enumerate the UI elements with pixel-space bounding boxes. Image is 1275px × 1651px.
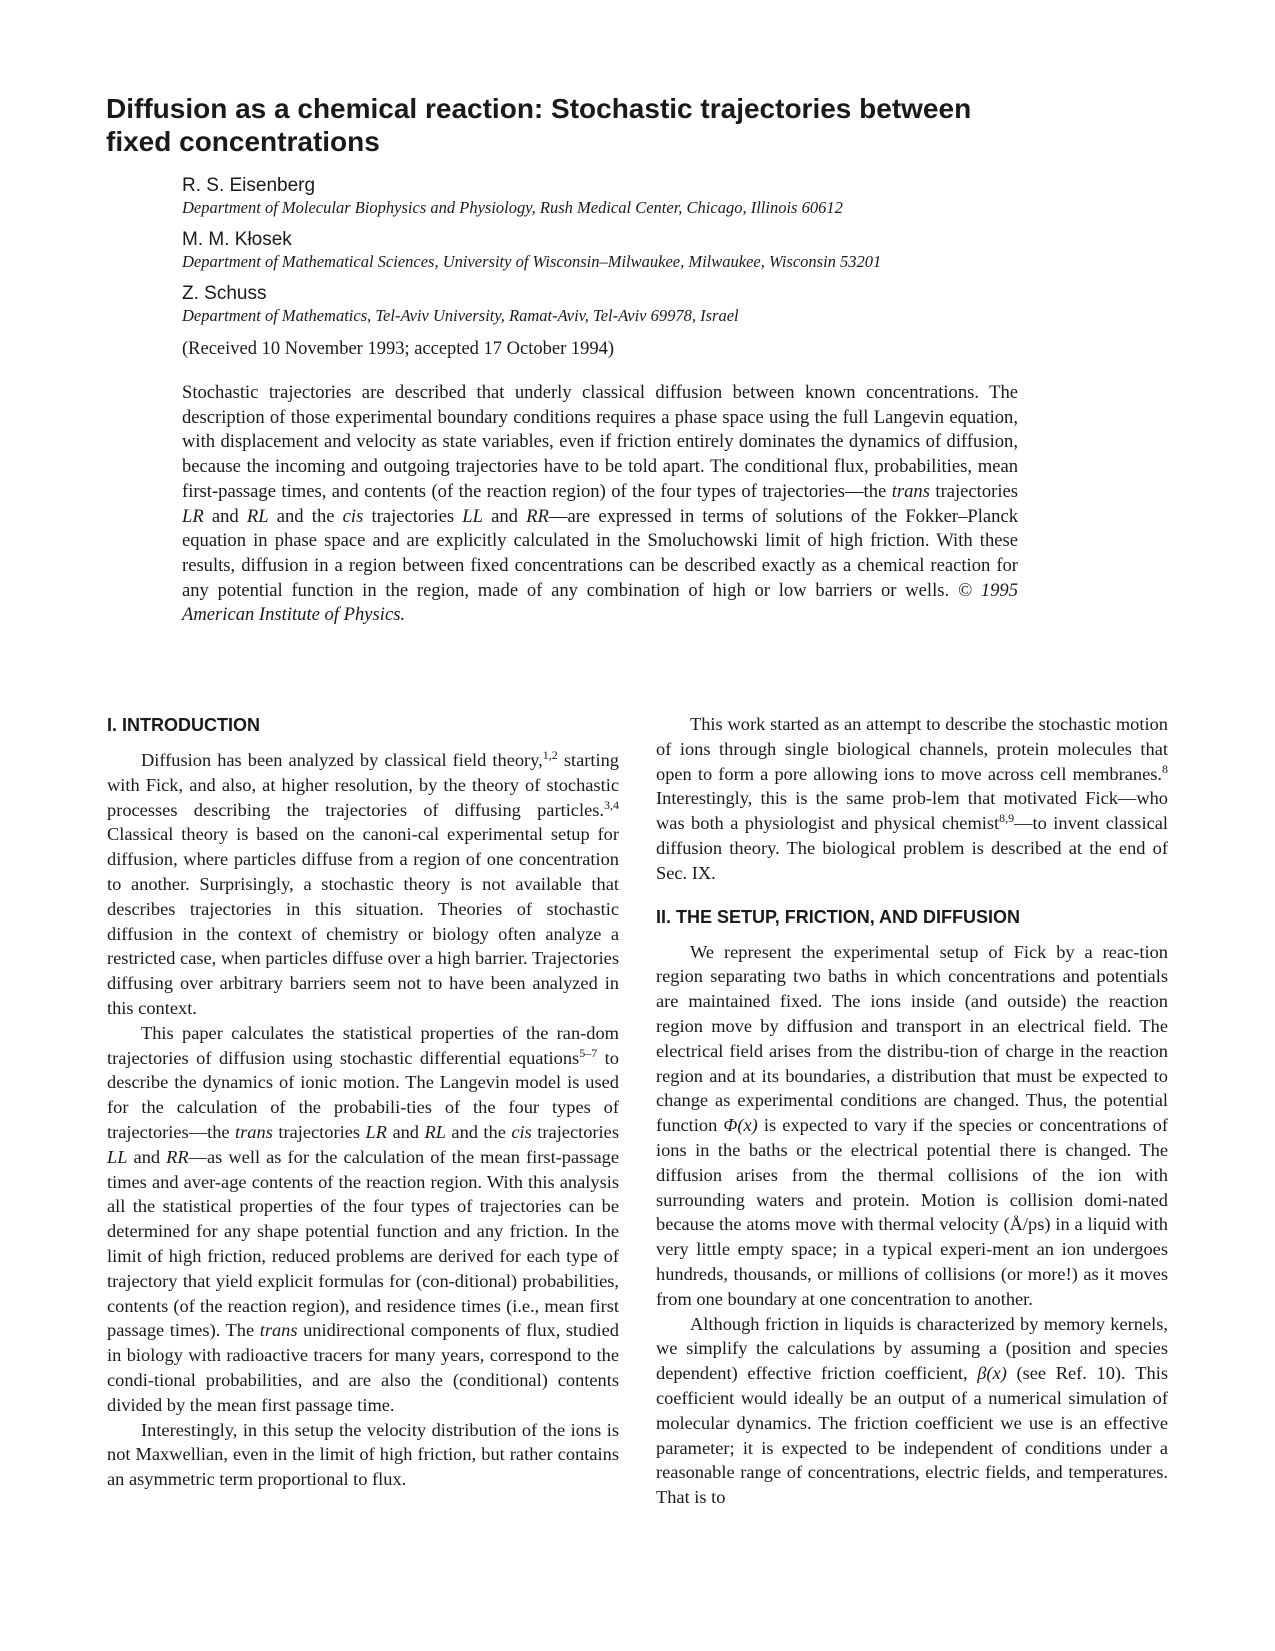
body-paragraph: This paper calculates the statistical properties of the ran-dom trajectories of diffusion using stochastic differential equations$^{5-7}$ to describe the dynamics of ionic motion. The Langevin model is used for the calculation of the probabili-ties of the four types of trajectories—the trans trajectories LR and RL and the cis trajectories LL and RR—as well as for the calculation of the mean first-passage times and aver-age contents of the reaction region. With this analysis all the statistical properties of the four types of trajectories can be determined for any shape potential function and any friction. In the limit of high friction, reduced problems are derived for each type of trajectory that yield explicit formulas for (con-ditional) probabilities, contents (of the reaction region), and residence times (i.e., mean first passage times). The trans unidirectional components of flux, studied in biology with radioactive tracers for many years, correspond to the condi-tional probabilities, and are also the (conditional) contents divided by the mean first passage time. — [107, 1022, 620, 1415]
author-affiliation: Department of Mathematical Sciences, University of Wisconsin–Milwaukee, Milwaukee, Wisconsin 53201 — [182, 252, 882, 271]
citation-ref: 3,4 — [604, 797, 619, 812]
section-heading-introduction: I. INTRODUCTION — [107, 715, 260, 735]
citation-ref: 1,2 — [542, 748, 558, 762]
body-paragraph: Although friction in liquids is characterized by memory kernels, we simplify the calculations by assuming a (position and species dependent) effective friction coefficient, β(x) (see Ref. 10). This coefficient would ideally be an output of a numerical simulation of molecular dynamics. The friction coefficient we use is an effective parameter; it is expected to be independent of conditions under a reasonable range of concentrations, electric fields, and temperatures. That is to — [656, 1313, 1168, 1508]
section-heading-setup: II. THE SETUP, FRICTION, AND DIFFUSION — [656, 906, 1021, 927]
author-affiliation: Department of Molecular Biophysics and Physiology, Rush Medical Center, Chicago, Illinois 60612 — [182, 198, 843, 217]
body-paragraph: We represent the experimental setup of Fick by a reac-tion region separating two baths in which concentrations and potentials are maintained fixed. The ions inside (and outside) the reaction region move by diffusion and transport in an electrical field. The electrical field arises from the distribu-tion of charge in the reaction region and at its boundaries, a distribution that must be expected to change as experimental conditions are changed. Thus, the potential function Φ(x) is expected to vary if the species or concentrations of ions in the baths or the electrical potential there is changed. The diffusion arises from the thermal collisions of the ion with surrounding waters and protein. Motion is collision domi-nated because the atoms move with thermal velocity (Å/ps) in a liquid with very little empty space; in a typical experi-ment an ion undergoes hundreds, thousands, or millions of collisions (or more!) as it moves from one boundary at one concentration to another. — [656, 941, 1168, 1309]
potential-function-symbol: Φ(x) — [723, 1115, 758, 1136]
citation-ref: 8 — [1162, 761, 1168, 776]
body-paragraph: Interestingly, in this setup the velocity distribution of the ions is not Maxwellian, even in the limit of high friction, but rather contains an asymmetric term proportional to flux. — [107, 1419, 619, 1490]
paper-title: Diffusion as a chemical reaction: Stochastic trajectories between fixed concentrations — [106, 93, 972, 157]
citation-ref: 8,9 — [999, 811, 1015, 826]
right-column — [656, 712, 1168, 1510]
author-name: Z. Schuss — [182, 283, 267, 304]
author-affiliation: Department of Mathematics, Tel-Aviv University, Ramat-Aviv, Tel-Aviv 69978, Israel — [182, 306, 739, 325]
body-paragraph: This work started as an attempt to describe the stochastic motion of ions through single biological channels, protein molecules that open to form a pore allowing ions to move across cell membranes.$^8$ Interestingly, this is the same prob-lem that motivated Fick—who was both a physiologist and physical chemist$^{8,9}$—to invent classical diffusion theory. The biological problem is described at the end of Sec. IX. — [656, 714, 1168, 883]
citation-ref: 5–7 — [579, 1045, 598, 1060]
author-name: R. S. Eisenberg — [182, 175, 316, 196]
body-paragraph: Diffusion has been analyzed by classical field theory,$^{1,2}$ starting with Fick, and also, at higher resolution, by the theory of stochastic processes describing the trajectories of diffusing particles.$^{3,4}$ Classical theory is based on the canoni-cal experimental setup for diffusion, where particles diffuse from a region of one concentration to another. Surprisingly, a stochastic theory is not available that describes trajectories in this situation. Theories of stochastic diffusion in the context of chemistry or biology often analyze a restricted case, when particles diffuse over a high barrier. Trajectories diffusing over arbitrary barriers seem not to have been analyzed in this context. — [107, 748, 619, 1018]
received-dates: (Received 10 November 1993; accepted 17 October 1994) — [182, 339, 615, 359]
left-column — [107, 712, 619, 1492]
author-block — [182, 175, 1182, 361]
abstract: Stochastic trajectories are described that underly classical diffusion between known concentrations. The description of those experimental boundary conditions requires a phase space using the full Langevin equation, with displacement and velocity as state variables, even if friction entirely dominates the dynamics of diffusion, because the incoming and outgoing trajectories have to be told apart. The conditional flux, probabilities, mean first-passage times, and contents (of the reaction region) of the four types of trajectories—the trans trajectories LR and RL and the cis trajectories LL and RR—are expressed in terms of solutions of the Fokker–Planck equation in phase space and are explicitly calculated in the Smoluchowski limit of high friction. With these results, diffusion in a region between fixed concentrations can be described exactly as a chemical reaction for any potential function in the region, made of any combination of high or low barriers or wells. © 1995 American Institute of Physics. — [182, 382, 1018, 626]
author-name: M. M. Kłosek — [182, 229, 292, 250]
copyright-notice: © 1995 American Institute of Physics. — [182, 579, 1018, 626]
friction-coefficient-symbol: β(x) — [977, 1363, 1007, 1384]
